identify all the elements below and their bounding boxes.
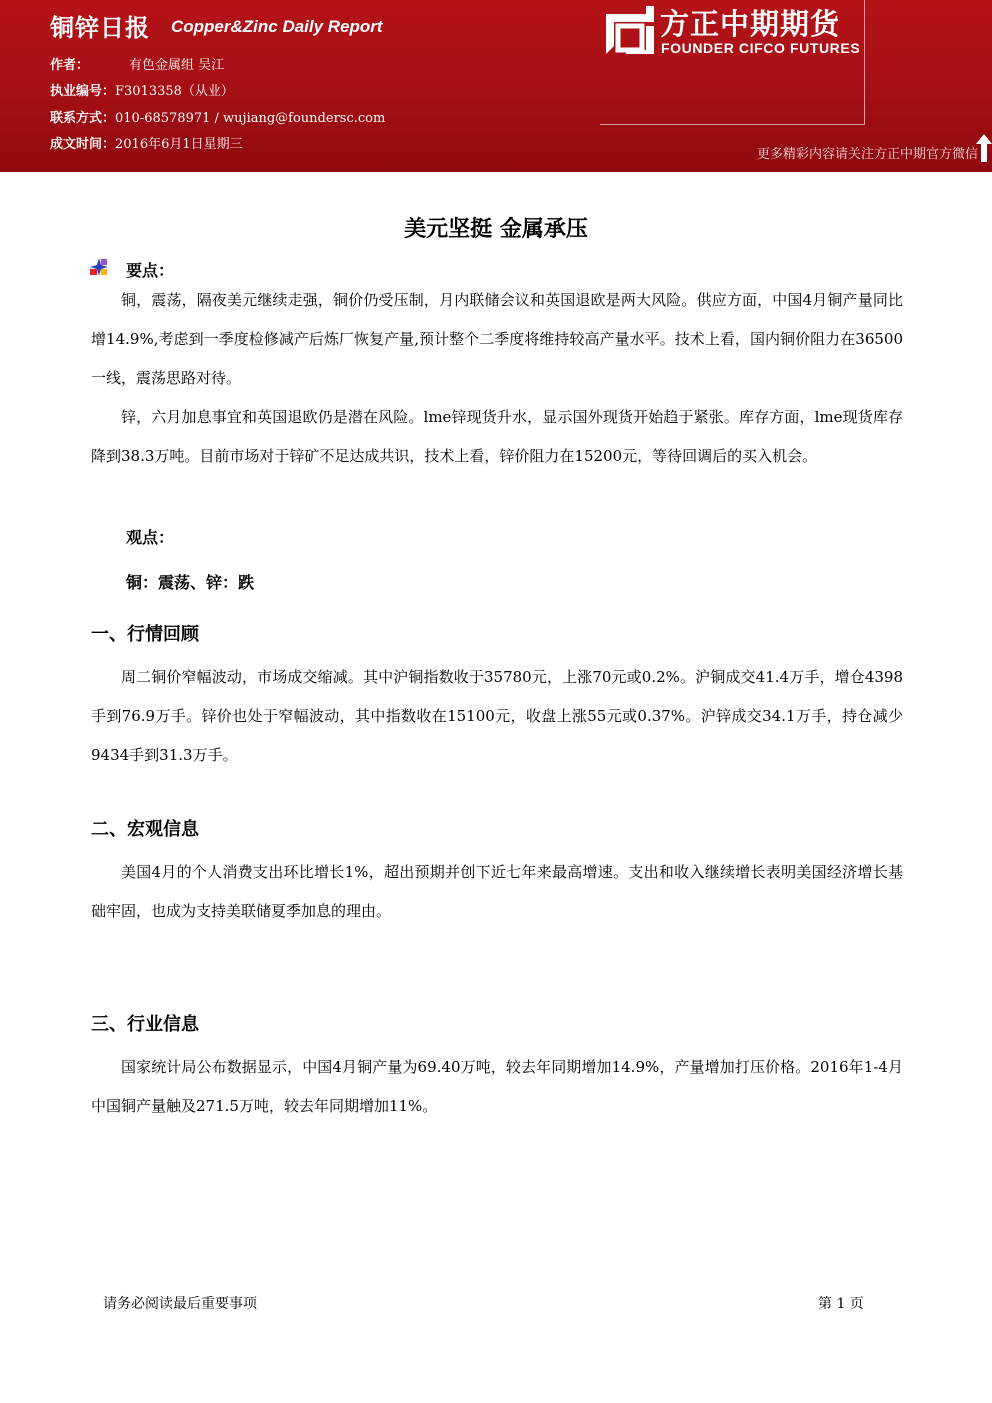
logo-text-cn: 方正中期期货 xyxy=(660,7,841,41)
meta-license-value: F3013358（从业） xyxy=(115,84,234,99)
key-point-copper: 铜，震荡，隔夜美元继续走强，铜价仍受压制，月内联储会议和英国退欧是两大风险。供应方面，中国4月铜产量同比增14.9%,考虑到一季度检修减产后炼厂恢复产量,预计整个二季度将维持较高产量水平。技术上看，国内铜价阻力在36500一线，震荡思路对待。 xyxy=(91,291,903,387)
footer-notice: 请务必阅读最后重要事项 xyxy=(103,1296,257,1312)
company-logo xyxy=(600,0,865,125)
section-body-industry: 国家统计局公布数据显示，中国4月铜产量为69.40万吨，较去年同期增加14.9%，产量增加打压价格。2016年1-4月中国铜产量触及271.5万吨，较去年同期增加11%。 xyxy=(91,1058,903,1115)
section-title-macro: 二、宏观信息 xyxy=(91,819,199,840)
key-points-label: 要点： xyxy=(126,261,175,280)
founder-logo-icon xyxy=(604,4,656,56)
logo-text-en: FOUNDER CIFCO FUTURES xyxy=(661,40,861,56)
meta-author-value: 有色金属组 吴江 xyxy=(129,58,225,73)
doc-title: 美元坚挺 金属承压 xyxy=(404,217,588,242)
meta-date-value: 2016年6月1日星期三 xyxy=(115,137,243,152)
page-number: 第 1 页 xyxy=(818,1296,864,1312)
section-title-industry: 三、行业信息 xyxy=(91,1014,199,1035)
meta-license-key: 执业编号： xyxy=(50,84,116,99)
view-text: 铜：震荡、锌：跌 xyxy=(126,573,255,592)
report-title-en: Copper&Zinc Daily Report xyxy=(171,17,383,36)
key-point-zinc: 锌，六月加息事宜和英国退欧仍是潜在风险。lme锌现货升水，显示国外现货开始趋于紧张。库存方面，lme现货库存降到38.3万吨。目前市场对于锌矿不足达成共识，技术上看，锌价阻力在15200元，等待回调后的买入机会。 xyxy=(91,408,903,465)
up-arrow-icon xyxy=(976,134,992,162)
meta-author-key: 作者： xyxy=(50,58,90,73)
meta-author xyxy=(50,54,224,73)
meta-date xyxy=(50,133,243,152)
meta-contact-key: 联系方式： xyxy=(50,111,116,126)
view-label: 观点： xyxy=(126,528,175,547)
meta-contact-value: 010-68578971 / wujiang@foundersc.com xyxy=(115,111,386,126)
meta-license xyxy=(50,80,234,99)
section-body-market-review: 周二铜价窄幅波动，市场成交缩减。其中沪铜指数收于35780元，上涨70元或0.2%。沪铜成交41.4万手，增仓4398手到76.9万手。锌价也处于窄幅波动，其中指数收在15100元，收盘上涨55元或0.37%。沪锌成交34.1万手，持仓减少9434手到31.3万手。 xyxy=(91,668,903,764)
meta-date-key: 成文时间： xyxy=(50,137,116,152)
section-title-market-review: 一、行情回顾 xyxy=(91,624,199,645)
section-body-macro: 美国4月的个人消费支出环比增长1%，超出预期并创下近七年来最高增速。支出和收入继续增长表明美国经济增长基础牢固，也成为支持美联储夏季加息的理由。 xyxy=(91,863,903,920)
meta-contact xyxy=(50,107,385,126)
bullet-diamond-icon xyxy=(90,258,108,276)
report-header xyxy=(0,0,992,172)
wechat-note: 更多精彩内容请关注方正中期官方微信 xyxy=(756,147,978,162)
report-title-cn: 铜锌日报 xyxy=(50,14,150,42)
